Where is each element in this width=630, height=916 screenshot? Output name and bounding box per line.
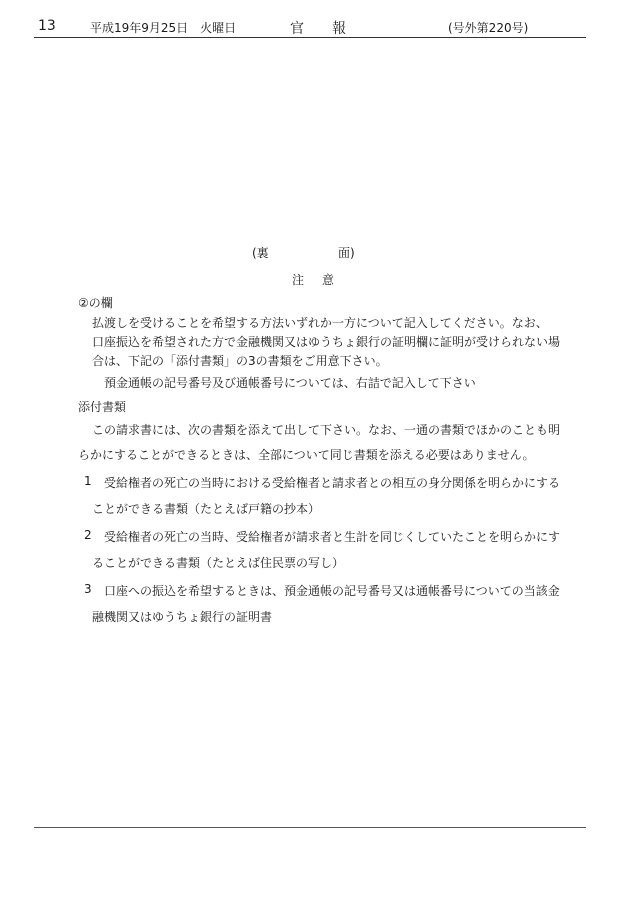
gazette-title: 官報 [290, 21, 374, 37]
item-2-line-2: ることができる書類（たとえば住民票の写し） [92, 556, 345, 570]
footer-divider [34, 827, 586, 828]
field2-line-2: 口座振込を希望された方で金融機関又はゆうちょ銀行の証明欄に証明が受けられない場 [92, 335, 561, 349]
attachments-heading: 添付書類 [78, 400, 127, 414]
side-label-left: (裏 [252, 246, 269, 260]
attachments-intro-2: らかにすることができるときは、全部について同じ書類を添える必要はありません。 [78, 448, 535, 462]
field2-line-4: 預金通帳の記号番号及び通帳番号については、右詰で記入して下さい [104, 376, 476, 390]
notice-heading: 注意 [292, 273, 353, 287]
field2-heading: ②の欄 [78, 296, 113, 310]
field2-line-3: 合は、下記の「添付書類」の3の書類をご用意下さい。 [92, 354, 388, 368]
item-number: 1 [84, 474, 92, 488]
page-header [34, 14, 586, 38]
item-number: 3 [84, 582, 92, 596]
publication-date: 平成19年9月25日 火曜日 [90, 21, 237, 35]
attachments-intro-1: この請求書には、次の書類を添えて出して下さい。なお、一通の書類でほかのことも明 [92, 423, 561, 437]
field2-line-1: 払渡しを受けることを希望する方法いずれか一方について記入してください。なお、 [92, 316, 548, 330]
side-label-right: 面) [338, 246, 355, 260]
issue-number: (号外第220号) [448, 21, 529, 35]
item-1-line-2: ことができる書類（たとえば戸籍の抄本） [92, 502, 321, 516]
item-2-line-1: 受給権者の死亡の当時、受給権者が請求者と生計を同じくしていたことを明らかにす [104, 530, 561, 544]
item-1-line-1: 受給権者の死亡の当時における受給権者と請求者との相互の身分関係を明らかにする [104, 476, 561, 490]
page-number: 13 [38, 18, 56, 34]
item-3-line-2: 融機関又はゆうちょ銀行の証明書 [92, 610, 273, 624]
item-3-line-1: 口座への振込を希望するときは、預金通帳の記号番号又は通帳番号についての当該金 [104, 584, 560, 598]
item-number: 2 [84, 528, 92, 542]
header-divider [34, 37, 586, 38]
